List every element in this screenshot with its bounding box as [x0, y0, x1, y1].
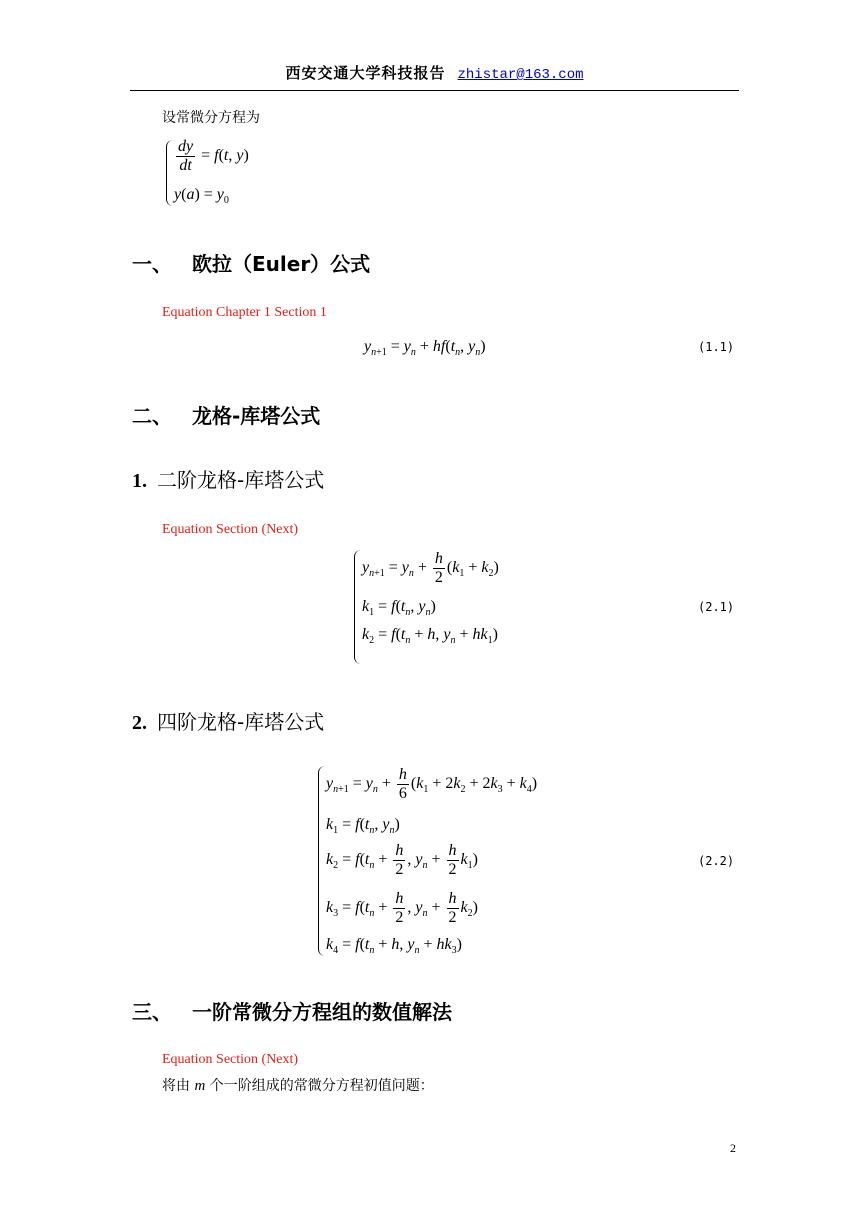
equation-number-1-1: (1.1): [698, 340, 735, 354]
ivp-brace: [166, 140, 173, 206]
field-code-2: Equation Section (Next): [162, 522, 299, 537]
subsection-2-1-number: 1.: [132, 470, 147, 492]
equation-number-2-2: (2.2): [698, 854, 735, 868]
subsection-2-1-title: 二阶龙格-库塔公式: [157, 468, 325, 492]
page-number: 2: [730, 1141, 736, 1155]
intro-text: 设常微分方程为: [162, 110, 260, 126]
equation-1-1: $y_{n+1} = y_n + hf(t_n$, $y_n$): [364, 338, 486, 359]
running-header: [130, 62, 739, 91]
section-3-heading: [132, 996, 452, 1025]
section-3-title: 一阶常微分方程组的数值解法: [192, 1000, 452, 1024]
header-email-link[interactable]: zhistar@163.com: [457, 67, 584, 83]
ivp-line-1: $\frac{dy}{dt}$ = f(t, y): [178, 138, 249, 174]
subsection-2-2-title: 四阶龙格-库塔公式: [157, 710, 325, 734]
subsection-2-2-heading: [132, 706, 324, 735]
section-2-heading: [132, 400, 320, 429]
equation-2-2-line-2: $k_1 = f(t_n$, $y_n$): [326, 816, 400, 837]
equation-number-2-1: (2.1): [698, 600, 735, 614]
equation-2-2-brace: [318, 766, 325, 956]
subsection-2-1-heading: [132, 464, 324, 493]
equation-2-2: [318, 764, 578, 960]
section-2-title: 龙格-库塔公式: [192, 404, 321, 428]
closing-text: [162, 1075, 434, 1095]
equation-2-2-line-5: $k_4 = f(t_n + h$, $y_n + hk_3$): [326, 936, 462, 957]
field-code-1: Equation Chapter 1 Section 1: [162, 305, 327, 320]
equation-2-1-brace: [354, 550, 361, 664]
equation-2-2-line-1: $y_{n+1} = y_n$ + $\frac{h}{6}$ $(k_1 + 2k_2 + 2k_3 + k_4)$: [326, 766, 538, 802]
section-1-title: 欧拉（Euler）公式: [192, 252, 371, 276]
closing-variable: m: [194, 1078, 206, 1094]
ivp-equation: [166, 138, 286, 210]
closing-suffix: 个一阶组成的常微分方程初值问题：: [209, 1078, 434, 1094]
equation-2-2-line-3: $k_2 = f(t_n$ + $\frac{h}{2}$ , $y_n$ + $\frac{h}{2}$ $k_1$): [326, 842, 478, 878]
equation-2-1: [354, 548, 554, 668]
equation-2-2-line-4: $k_3 = f(t_n$ + $\frac{h}{2}$ , $y_n$ + $\frac{h}{2}$ $k_2$): [326, 890, 478, 926]
section-2-number: 二、: [132, 404, 172, 428]
equation-2-1-line-3: $k_2 = f(t_n + h$, $y_n + hk_1$): [362, 626, 498, 647]
equation-2-1-line-1: $y_{n+1} = y_n$ + $\frac{h}{2}$ $(k_1 + k_2)$: [362, 550, 499, 586]
closing-prefix: 将由: [162, 1078, 190, 1094]
section-3-number: 三、: [132, 1000, 172, 1024]
field-code-3: Equation Section (Next): [162, 1052, 299, 1067]
section-1-heading: [132, 248, 370, 277]
section-1-number: 一、: [132, 252, 172, 276]
header-school: 西安交通大学科技报告: [285, 64, 446, 82]
ivp-line-2: $y(a) = y_0$: [174, 186, 229, 207]
subsection-2-2-number: 2.: [132, 712, 147, 734]
equation-2-1-line-2: $k_1 = f(t_n$, $y_n$): [362, 598, 436, 619]
